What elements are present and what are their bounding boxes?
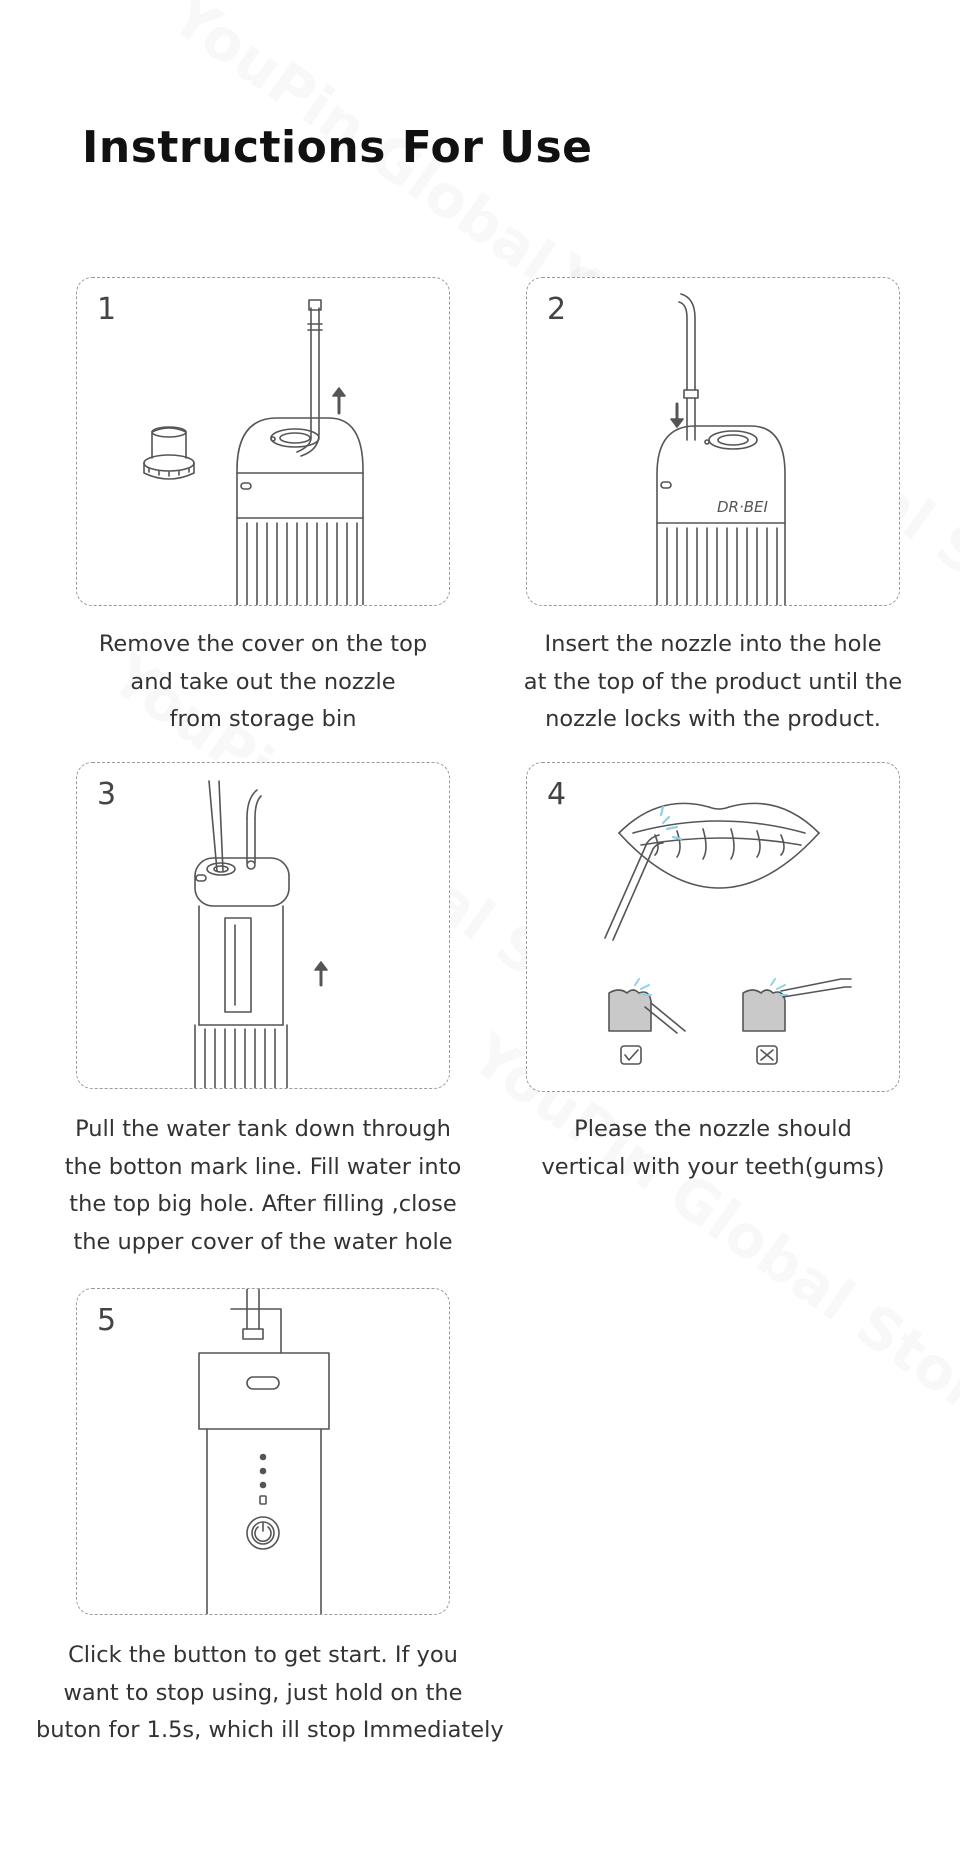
step-5-card <box>76 1288 450 1615</box>
brand-label: DR·BEI <box>717 498 768 516</box>
caption-line: at the top of the product until the <box>523 668 903 695</box>
step-2-card <box>526 277 900 606</box>
step-3-illustration <box>77 763 450 1089</box>
step-2-caption <box>510 626 916 739</box>
caption-line: Insert the nozzle into the hole <box>544 631 882 657</box>
step-2-number: 2 <box>547 292 567 327</box>
step-4-card <box>526 762 900 1092</box>
step-3-caption <box>46 1111 480 1261</box>
caption-line: and take out the nozzle <box>130 668 396 695</box>
step-1-card <box>76 277 450 606</box>
step-4-illustration <box>527 763 900 1092</box>
step-3-number: 3 <box>97 777 117 812</box>
caption-line: Click the button to get start. If you <box>68 1642 458 1668</box>
caption-line: from storage bin <box>169 706 357 732</box>
caption-line: Remove the cover on the top <box>98 631 428 657</box>
caption-line: buton for 1.5s, which ill stop Immediately <box>36 1717 504 1743</box>
caption-line: the botton mark line. Fill water into <box>64 1153 462 1180</box>
step-1-caption <box>60 626 466 739</box>
page-title: Instructions For Use <box>82 122 593 173</box>
step-4-number: 4 <box>547 777 567 812</box>
caption-line: Pull the water tank down through <box>75 1116 451 1142</box>
caption-line: nozzle locks with the product. <box>545 706 881 732</box>
step-3-card <box>76 762 450 1089</box>
caption-line: Please the nozzle should <box>574 1116 852 1142</box>
step-4-caption <box>510 1111 916 1186</box>
step-5-illustration <box>77 1289 450 1615</box>
step-1-number: 1 <box>97 292 117 327</box>
step-5-number: 5 <box>97 1303 117 1338</box>
step-5-caption <box>36 1637 504 1750</box>
caption-line: the upper cover of the water hole <box>73 1228 453 1255</box>
step-1-illustration <box>77 278 450 606</box>
step-2-illustration <box>527 278 900 606</box>
caption-line: want to stop using, just hold on the <box>63 1679 463 1706</box>
caption-line: the top big hole. After filling ,close <box>69 1191 457 1217</box>
caption-line: vertical with your teeth(gums) <box>541 1153 885 1180</box>
